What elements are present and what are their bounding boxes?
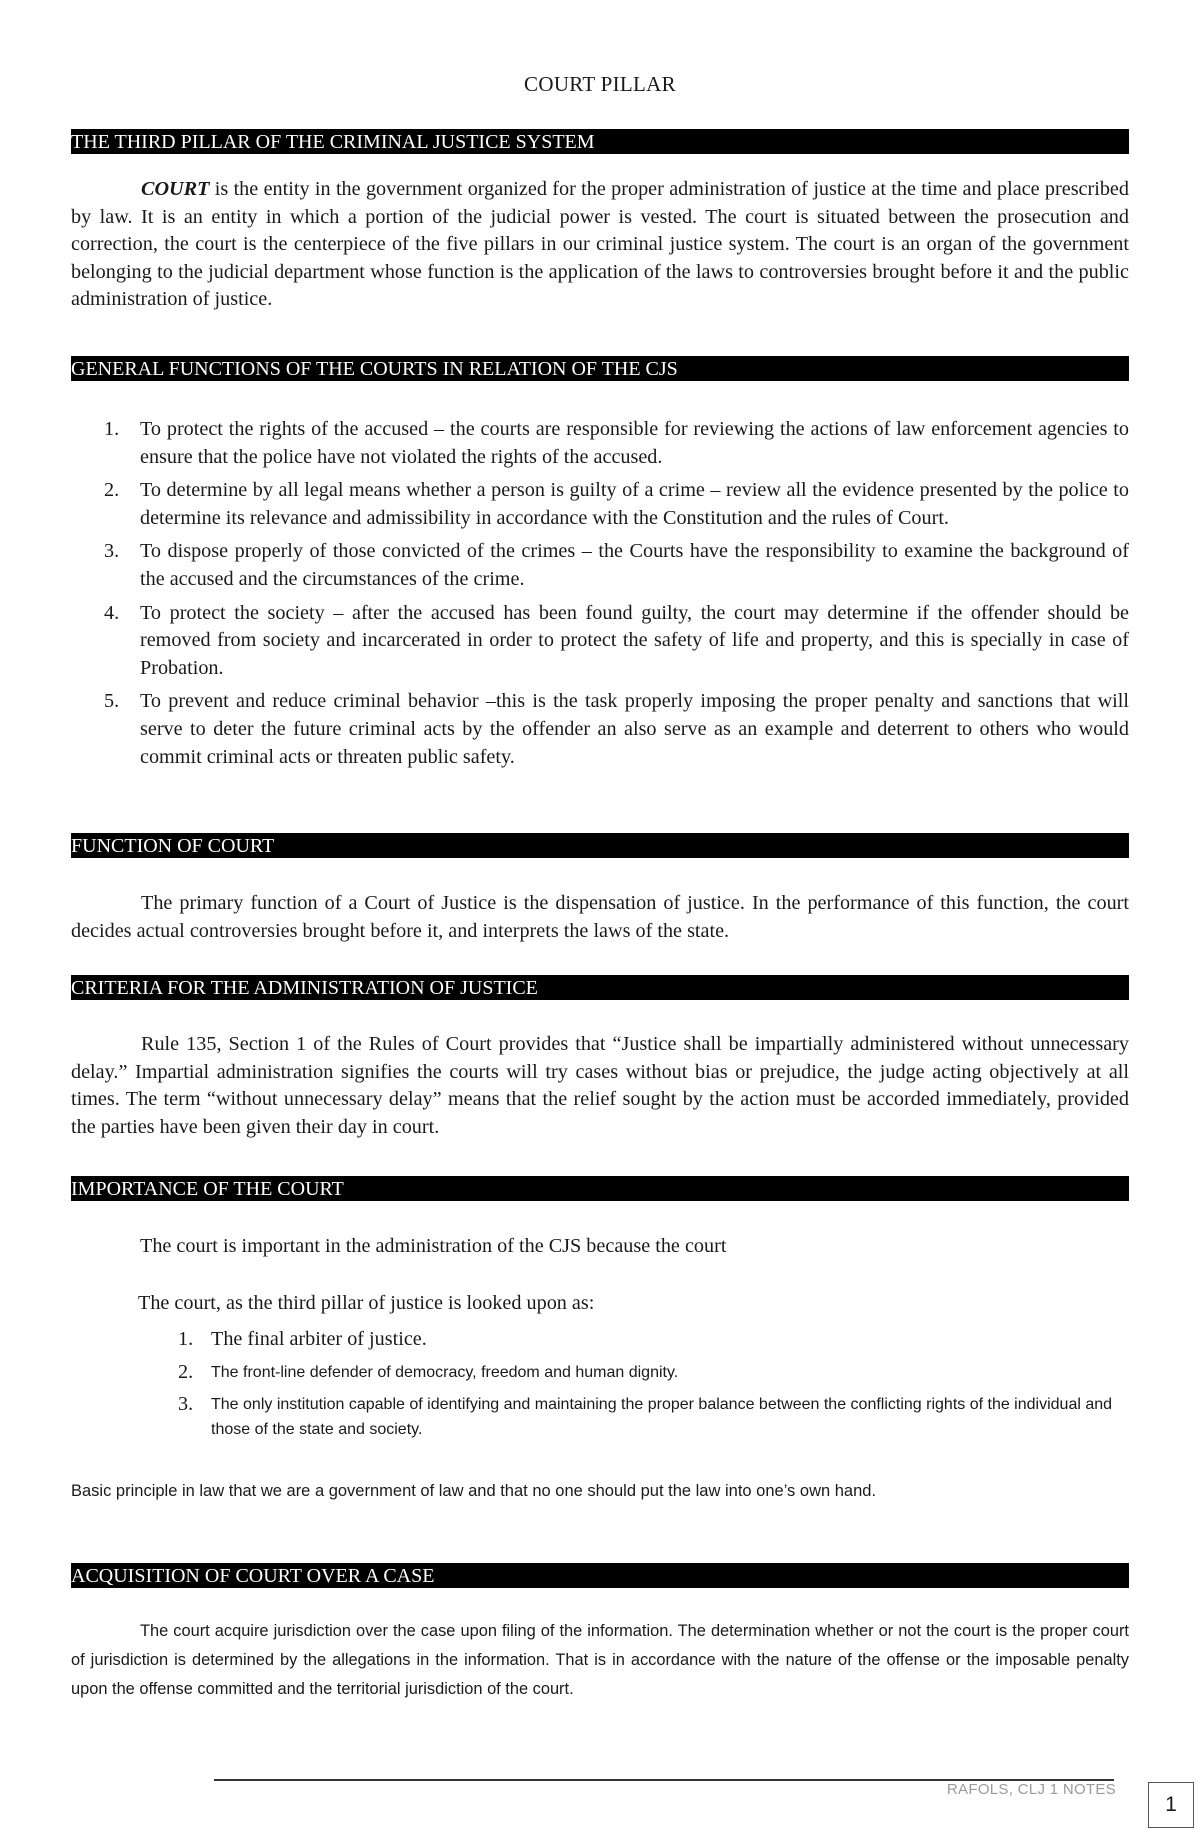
page-number: 1: [1148, 1782, 1194, 1828]
list-item: [71, 688, 1129, 771]
list-item-text: To prevent and reduce criminal behavior –this is the task properly imposing the proper penalty and sanctions that will serve to deter the future criminal acts by the offender an also serve as an example and deterrent to others who would commit criminal acts or threaten public safety.: [140, 690, 1129, 768]
list-item-text: To protect the rights of the accused – the courts are responsible for reviewing the actions of law enforcement agencies to ensure that the police have not violated the rights of the accused.: [140, 418, 1129, 468]
heading-general-functions: GENERAL FUNCTIONS OF THE COURTS IN RELATION OF THE CJS: [71, 356, 1129, 381]
importance-list: [138, 1325, 1129, 1448]
list-number: 1.: [104, 418, 120, 440]
list-number: 3.: [178, 1393, 194, 1415]
list-item: [71, 416, 1129, 471]
basic-principle-note: Basic principle in law that we are a government of law and that no one should put the law into one’s own hand.: [71, 1482, 877, 1500]
paragraph-court-definition: [71, 176, 1129, 314]
list-number: 3.: [104, 540, 120, 563]
lead-term-court: COURT: [141, 178, 210, 200]
list-item: [138, 1325, 1129, 1353]
list-number: 4.: [104, 601, 120, 624]
heading-acquisition: ACQUISITION OF COURT OVER A CASE: [71, 1563, 1129, 1588]
list-number: 1.: [178, 1328, 194, 1350]
list-item: [71, 538, 1129, 593]
list-number: 5.: [104, 690, 120, 713]
list-item-text: The front-line defender of democracy, freedom and human dignity.: [211, 1364, 679, 1381]
heading-importance: IMPORTANCE OF THE COURT: [71, 1176, 1129, 1201]
list-item: [138, 1392, 1129, 1442]
heading-criteria: CRITERIA FOR THE ADMINISTRATION OF JUSTICE: [71, 975, 1129, 1000]
list-item-text: The only institution capable of identifying and maintaining the proper balance between the conflicting rights of the individual and those of the state and society.: [211, 1396, 1113, 1438]
list-item-text: The final arbiter of justice.: [211, 1328, 427, 1350]
paragraph-function-of-court: The primary function of a Court of Justice is the dispensation of justice. In the performance of this function, the court decides actual controversies brought before it, and interprets the laws of the state.: [71, 892, 1129, 942]
list-number: 2.: [178, 1361, 194, 1383]
general-functions-list: [71, 416, 1129, 777]
heading-third-pillar: THE THIRD PILLAR OF THE CRIMINAL JUSTICE SYSTEM: [71, 129, 1129, 154]
paragraph-criteria: Rule 135, Section 1 of the Rules of Court provides that “Justice shall be impartially administered without unnecessary delay.” Impartial administration signifies the courts will try cases without bias or prejudice, the judge acting objectively at all times. The term “without unnecessary delay” means that the relief sought by the action must be accorded immediately, provided the parties have been given their day in court.: [71, 1033, 1129, 1138]
list-item: [71, 600, 1129, 683]
list-item: [138, 1359, 1129, 1386]
list-item-text: To determine by all legal means whether a person is guilty of a crime – review all the evidence presented by the police to determine its relevance and admissibility in accordance with the Constitution and the rules of Court.: [140, 479, 1129, 529]
list-item-text: To protect the society – after the accused has been found guilty, the court may determine if the offender should be removed from society and incarcerated in order to protect the safety of life and property, and this is specially in case of Probation.: [140, 601, 1129, 679]
document-title: COURT PILLAR: [524, 72, 676, 96]
list-number: 2.: [104, 479, 120, 502]
importance-intro-2: The court, as the third pillar of justice is looked upon as:: [138, 1292, 595, 1314]
footer-label: RAFOLS, CLJ 1 NOTES: [946, 1781, 1116, 1798]
importance-intro-1: The court is important in the administration of the CJS because the court: [140, 1235, 727, 1257]
court-definition-text: is the entity in the government organized for the proper administration of justice at the time and place prescribed by law. It is an entity in which a portion of the judicial power is vested. The court is situated between the prosecution and correction, the court is the centerpiece of the five pillars in our criminal justice system. The court is an organ of the government belonging to the judicial department whose function is the application of the laws to controversies brought before it and the public administration of justice.: [71, 178, 1129, 311]
list-item-text: To dispose properly of those convicted of the crimes – the Courts have the responsibility to examine the background of the accused and the circumstances of the crime.: [140, 540, 1129, 590]
list-item: [71, 477, 1129, 532]
heading-function-of-court: FUNCTION OF COURT: [71, 833, 1129, 858]
paragraph-acquisition: The court acquire jurisdiction over the case upon filing of the information. The determination whether or not the court is the proper court of jurisdiction is determined by the allegations in the information. That is in accordance with the nature of the offense or the imposable penalty upon the offense committed and the territorial jurisdiction of the court.: [71, 1622, 1129, 1698]
